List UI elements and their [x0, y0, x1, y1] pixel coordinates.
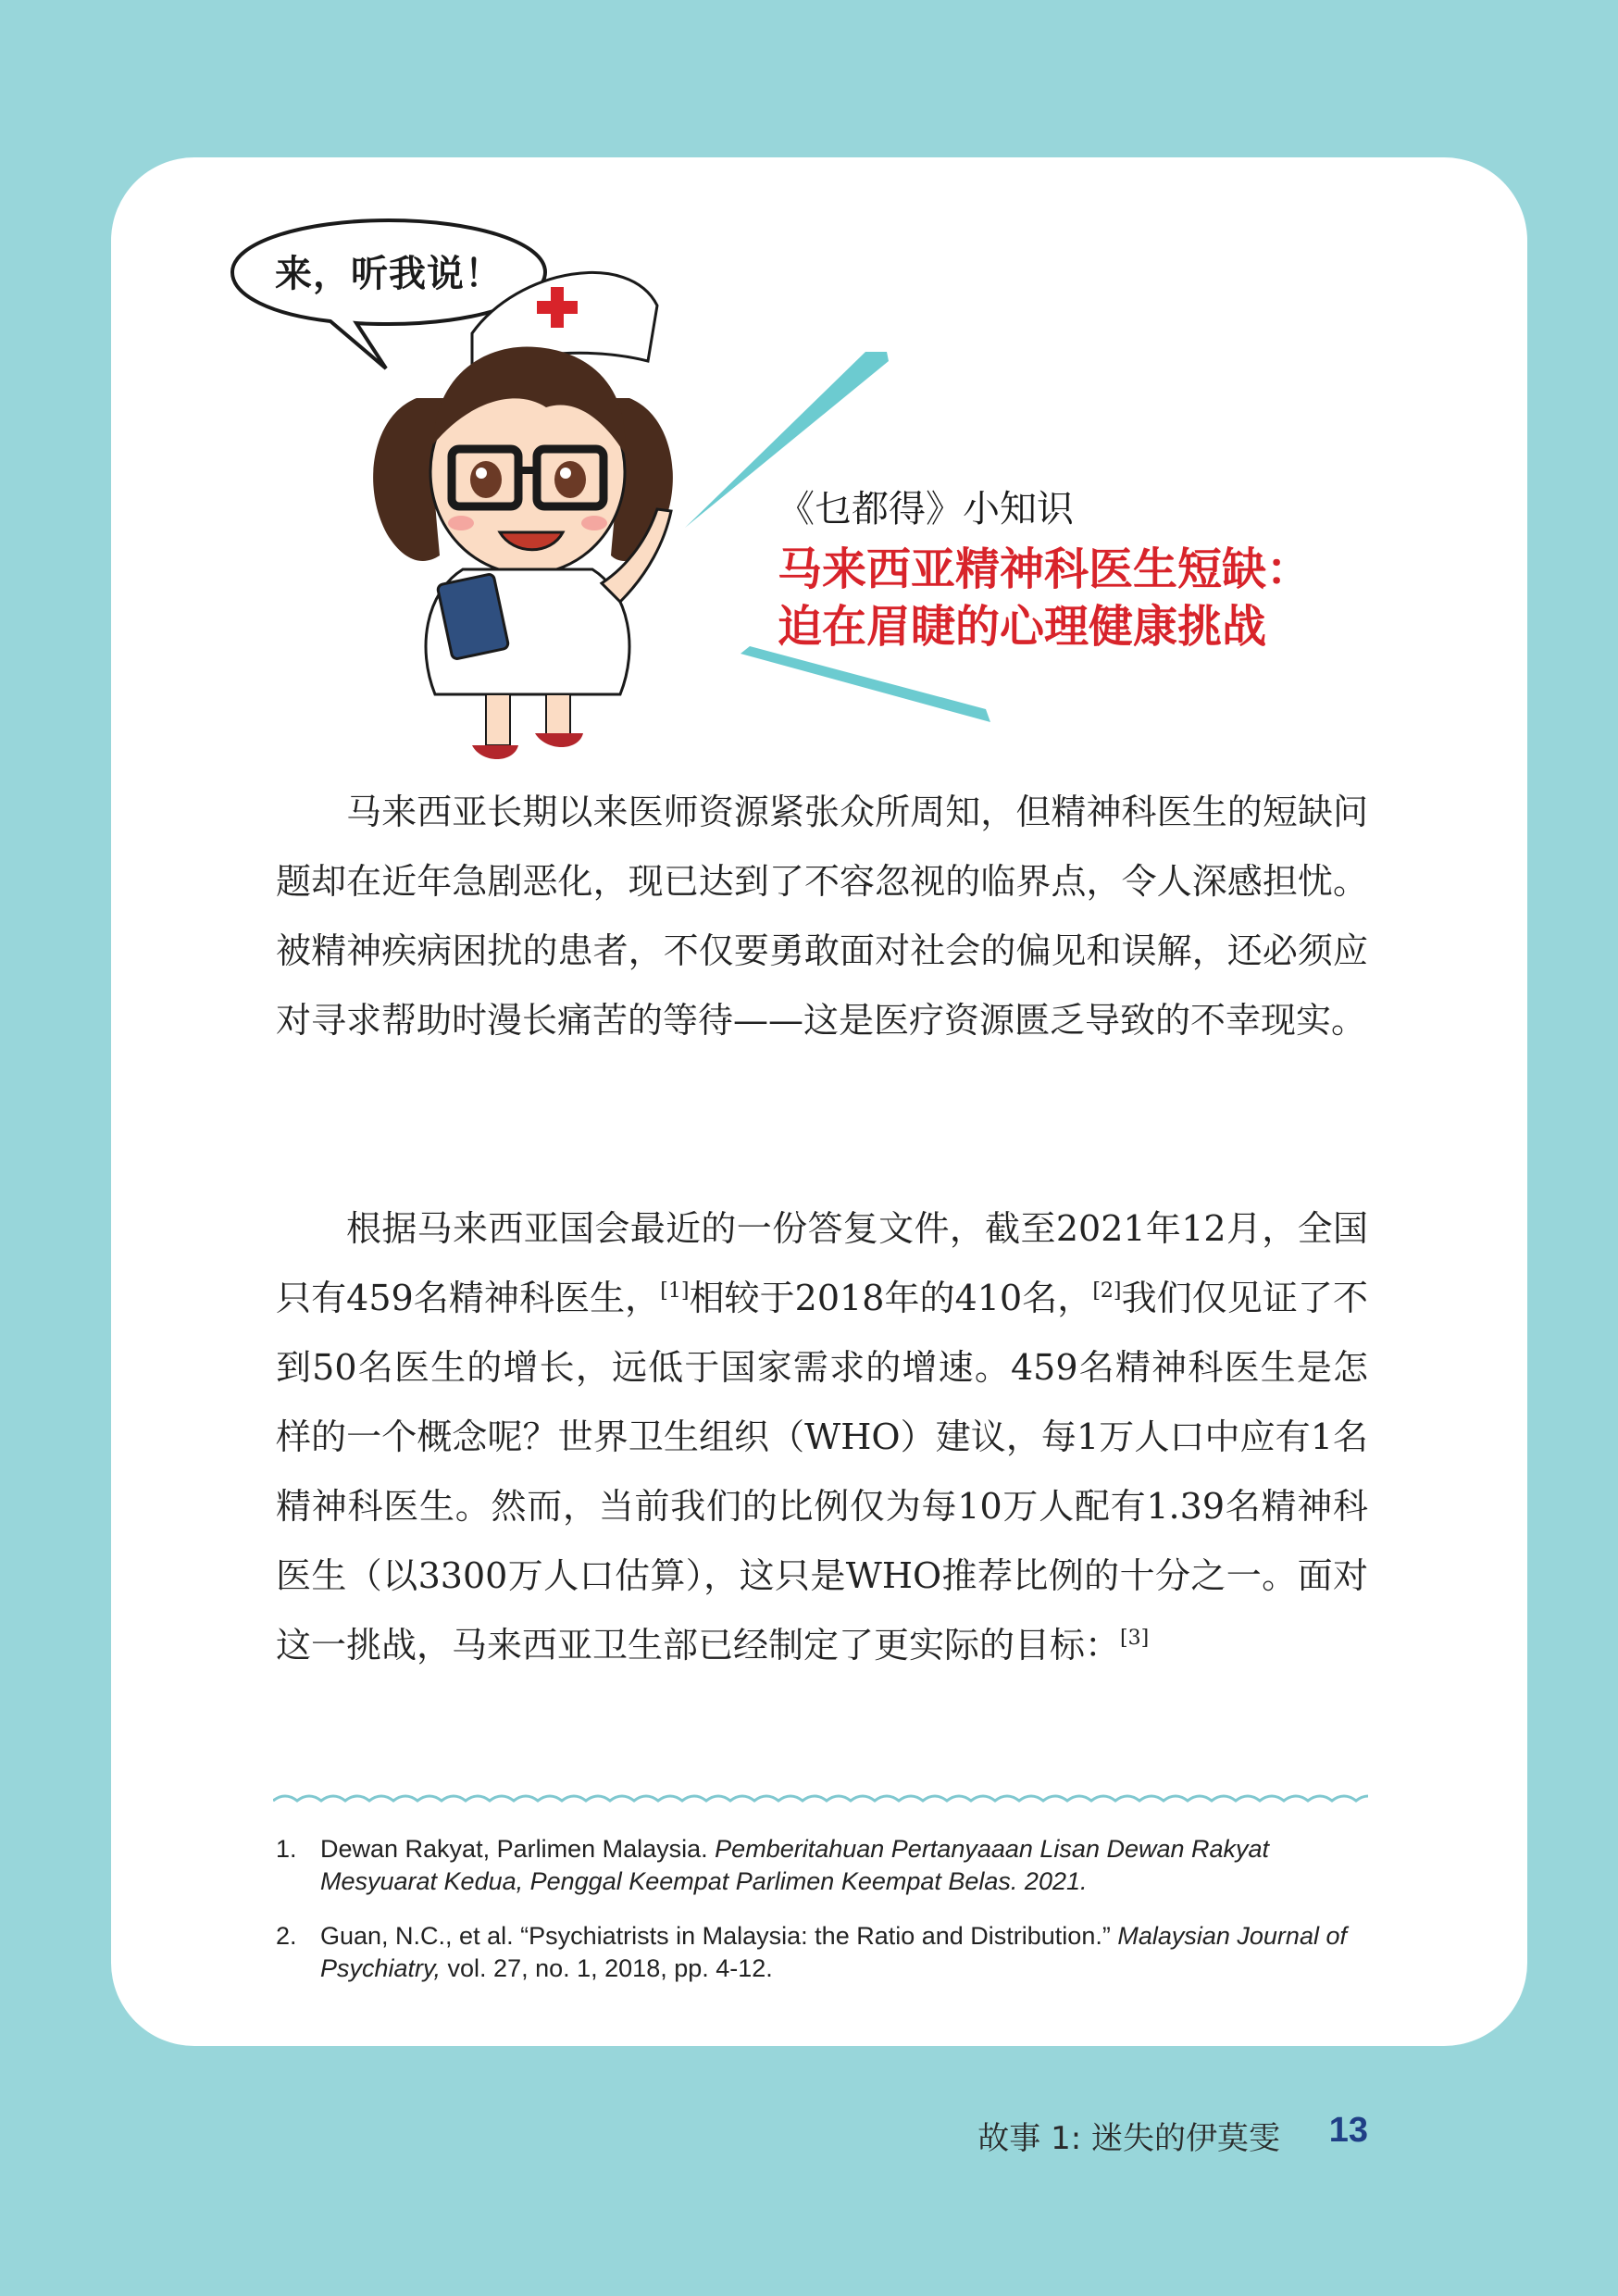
body-paragraph-2 — [276, 1194, 1368, 1680]
reference-italic: Pemberitahuan Pertanyaaan Lisan Dewan Rakyat Mesyuarat Kedua, Penggal Keempat Parlimen Keempat Belas. 2021. — [320, 1835, 1270, 1895]
reference-text — [320, 1920, 1368, 1985]
nurse-illustration — [352, 259, 703, 778]
body-paragraph-1: 马来西亚长期以来医师资源紧张众所周知，但精神科医生的短缺问题却在近年急剧恶化，现已达到了不容忽视的临界点，令人深感担忧。被精神疾病困扰的患者，不仅要勇敢面对社会的偏见和误解，还必须应对寻求帮助时漫长痛苦的等待——这是医疗资源匮乏导致的不幸现实。 — [276, 792, 1368, 1041]
citation-3: [3] — [1120, 1627, 1150, 1650]
reference-item — [276, 1833, 1368, 1898]
footer-chapter-title: 故事 1: 迷失的伊莫雯 — [977, 2120, 1280, 2157]
wave-divider — [273, 1791, 1368, 1810]
reference-plain: Guan, N.C., et al. “Psychiatrists in Malaysia: the Ratio and Distribution.” — [320, 1922, 1118, 1950]
reference-number: 1. — [276, 1835, 297, 1863]
page-number: 13 — [1328, 2111, 1368, 2150]
reference-after: vol. 27, no. 1, 2018, pp. 4-12. — [441, 1954, 773, 1982]
reference-number: 2. — [276, 1922, 297, 1950]
reference-item — [276, 1920, 1368, 1985]
references-list — [276, 1833, 1368, 2007]
headline-line-2: 迫在眉睫的心理健康挑战 — [778, 601, 1267, 653]
paragraph2-part2: 相较于2018年的410名， — [689, 1278, 1093, 1318]
citation-1: [1] — [660, 1279, 690, 1303]
reference-plain: Dewan Rakyat, Parlimen Malaysia. — [320, 1835, 716, 1863]
info-kicker: 《乜都得》小知识 — [778, 488, 1074, 530]
info-headline — [778, 541, 1311, 655]
reference-italic: Malaysian Journal of Psychiatry, — [320, 1922, 1347, 1982]
reference-text — [320, 1833, 1368, 1898]
speech-bubble-text: 来，听我说！ — [275, 252, 503, 295]
citation-2: [2] — [1092, 1279, 1122, 1303]
headline-line-1: 马来西亚精神科医生短缺： — [778, 543, 1312, 595]
paragraph2-part1: 根据马来西亚国会最近的一份答复文件，截至2021年12月，全国只有459名精神科医生， — [276, 1208, 1368, 1318]
paragraph2-part3: 我们仅见证了不到50名医生的增长，远低于国家需求的增速。459名精神科医生是怎样的一个概念呢？世界卫生组织（WHO）建议，每1万人口中应有1名精神科医生。然而，当前我们的比例仅为每10万人配有1.39名精神科医生（以3300万人口估算），这只是WHO推荐比例的十分之一。面对这一挑战，马来西亚卫生部已经制定了更实际的目标： — [276, 1278, 1368, 1666]
